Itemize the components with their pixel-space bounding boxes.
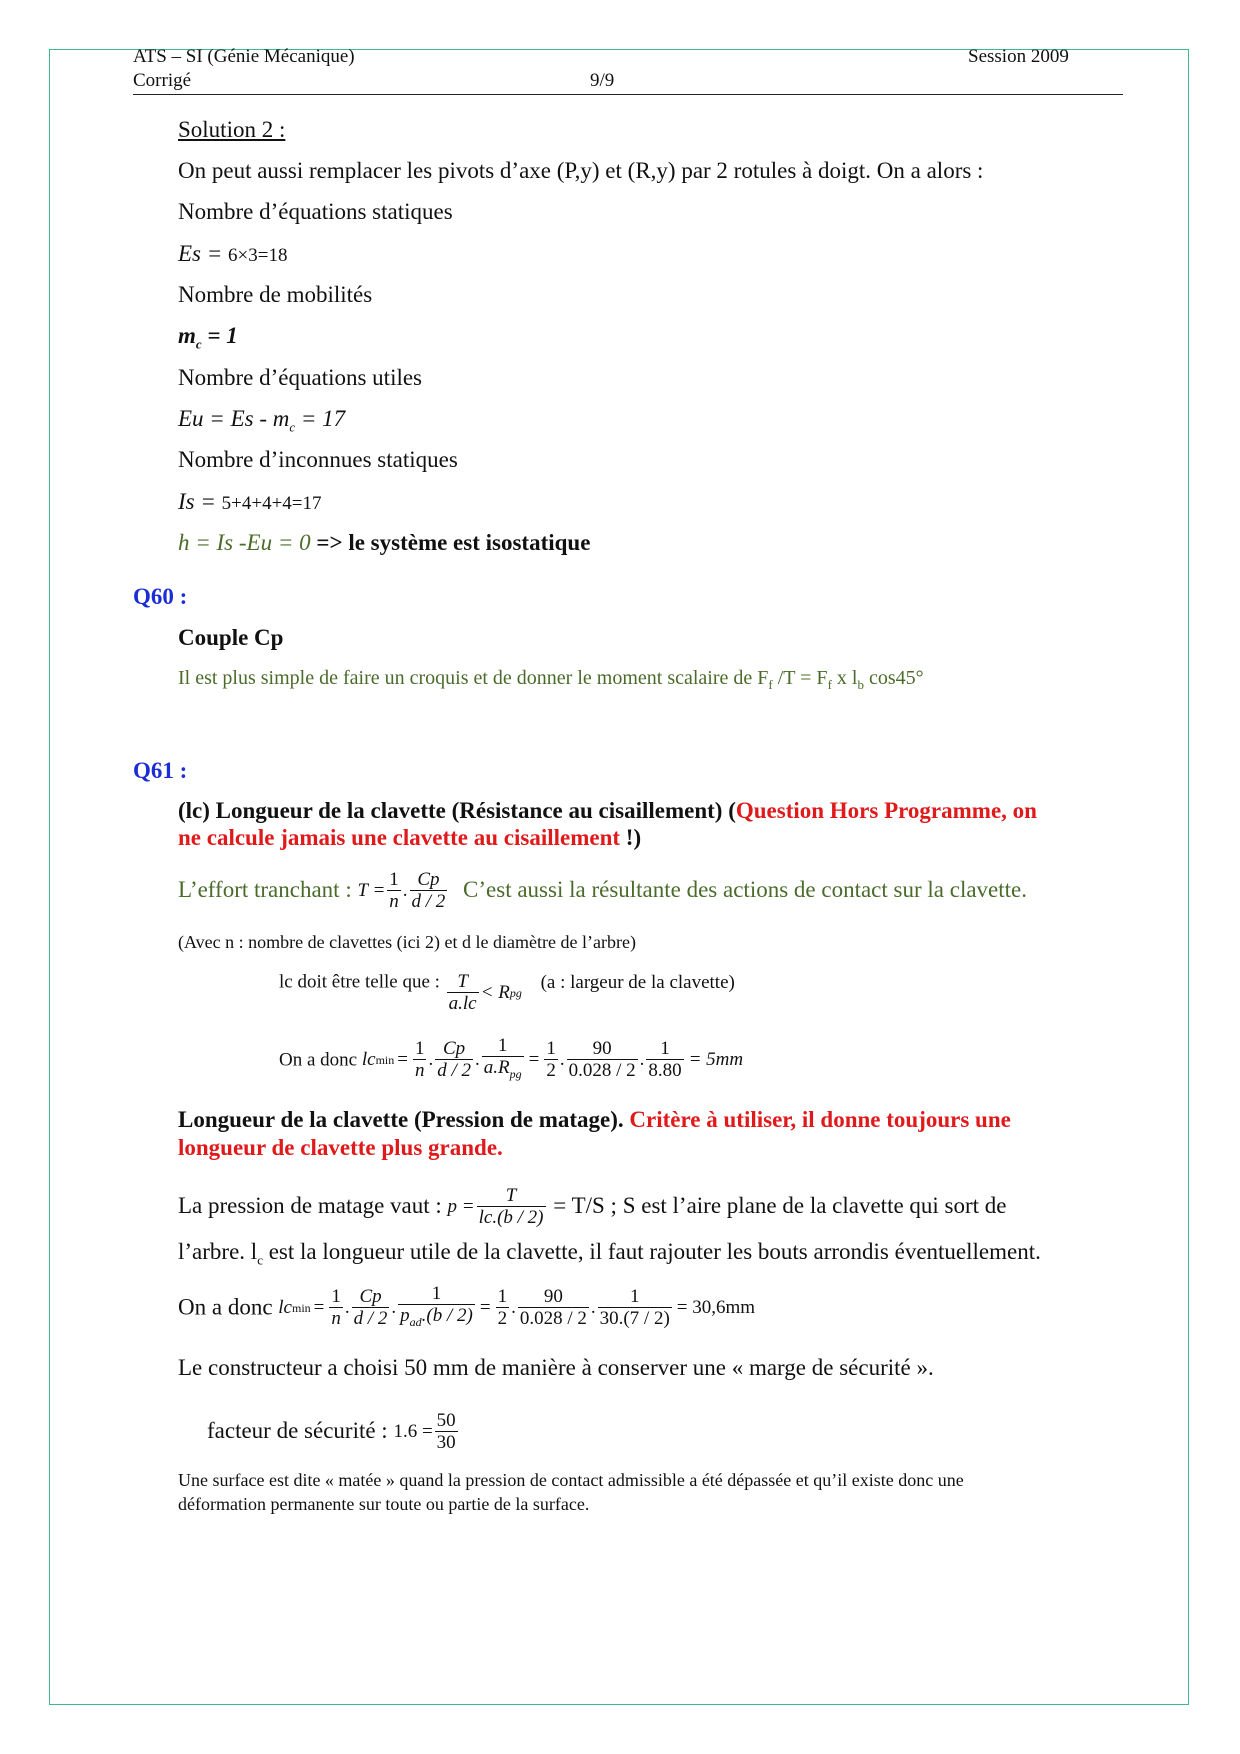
q60-title: Couple Cp	[178, 625, 284, 650]
q60-text: Il est plus simple de faire un croquis et de donner le moment scalaire de $F_f$ $/T = F_f$ x $l_b$ cos45°	[178, 667, 924, 692]
matage-title-line2: longueur de clavette plus grande.	[178, 1135, 503, 1160]
eu-equation: $Eu = Es - m_c = 17$	[178, 406, 346, 435]
matee-definition-line2: déformation permanente sur toute ou partie de la surface.	[178, 1494, 590, 1514]
effort-tranchant: L’effort tranchant : T = $\frac{1}{n}$ . $\frac{Cp}{d / 2}$ C’est aussi la résultante des actions de contact sur la clavette.	[178, 869, 1027, 912]
safety-factor: facteur de sécurité : 1.6 = $\frac{50}{30}$	[207, 1410, 456, 1453]
header-corrige: Corrigé	[133, 70, 192, 91]
shear-condition: lc doit être telle que : $\frac{T}{a.lc}$ < R pg (a : largeur de la clavette)	[279, 971, 735, 1014]
unknowns-label: Nombre d’inconnues statiques	[178, 447, 458, 472]
header-course: ATS – SI (Génie Mécanique)	[133, 46, 355, 67]
clavette-note: (Avec n : nombre de clavettes (ici 2) et d le diamètre de l’arbre)	[178, 932, 636, 952]
is-equation: Is = 5+4+4+4=17	[178, 489, 322, 514]
static-equations-label: Nombre d’équations statiques	[178, 199, 453, 224]
header-session: Session 2009	[968, 46, 1069, 67]
shear-calculation: On a donc lc min = $\frac{1}{n}$ . $\frac{Cp}{d / 2}$ . $\frac{1}{a.R_{pg}}$ = $\frac{1}{2}$ . $\frac{90}{0.028 / 2}$ . $\frac{1}{8.80}$ = 5mm	[279, 1035, 744, 1082]
mobility-label: Nombre de mobilités	[178, 282, 373, 307]
solution2-intro: On peut aussi remplacer les pivots d’axe (P,y) et (R,y) par 2 rotules à doigt. On a alors :	[178, 158, 984, 183]
solution2-title: Solution 2 :	[178, 117, 286, 142]
q60-label: Q60 :	[133, 584, 188, 609]
constructeur-sentence: Le constructeur a choisi 50 mm de manière à conserver une « marge de sécurité ».	[178, 1355, 934, 1380]
q61-title-line1: (lc) Longueur de la clavette (Résistance au cisaillement) (Question Hors Programme, on	[178, 798, 1037, 823]
matage-calculation: On a donc lc min = $\frac{1}{n}$ . $\frac{Cp}{d / 2}$ . $\frac{1}{p_{ad}.(b / 2)}$ = $\frac{1}{2}$ . $\frac{90}{0.028 / 2}$ . $\frac{1}{30.(7 / 2)}$ = 30,6mm	[178, 1283, 756, 1330]
isostatic-conclusion: h = Is -Eu = 0 => le système est isostatique	[178, 530, 591, 555]
q61-label: Q61 :	[133, 758, 188, 783]
matage-title-line1: Longueur de la clavette (Pression de matage). Critère à utiliser, il donne toujours une	[178, 1107, 1011, 1132]
es-equation: Es = 6×3=18	[178, 241, 288, 266]
header-page-number: 9/9	[590, 70, 615, 91]
useful-equations-label: Nombre d’équations utiles	[178, 365, 423, 390]
mc-value: $m_c = 1$	[178, 323, 238, 352]
arbre-sentence: l’arbre. $l_c$ est la longueur utile de la clavette, il faut rajouter les bouts arrondis éventuellement.	[178, 1239, 1041, 1268]
matee-definition-line1: Une surface est dite « matée » quand la pression de contact admissible a été dépassée et qu’il existe donc une	[178, 1470, 964, 1490]
matage-pressure: La pression de matage vaut : p = $\frac{T}{lc.(b / 2)}$ = T/S ; S est l’aire plane de la clavette qui sort de	[178, 1185, 1007, 1228]
header-rule	[133, 94, 1123, 95]
q61-title-line2: ne calcule jamais une clavette au cisaillement !)	[178, 825, 642, 850]
